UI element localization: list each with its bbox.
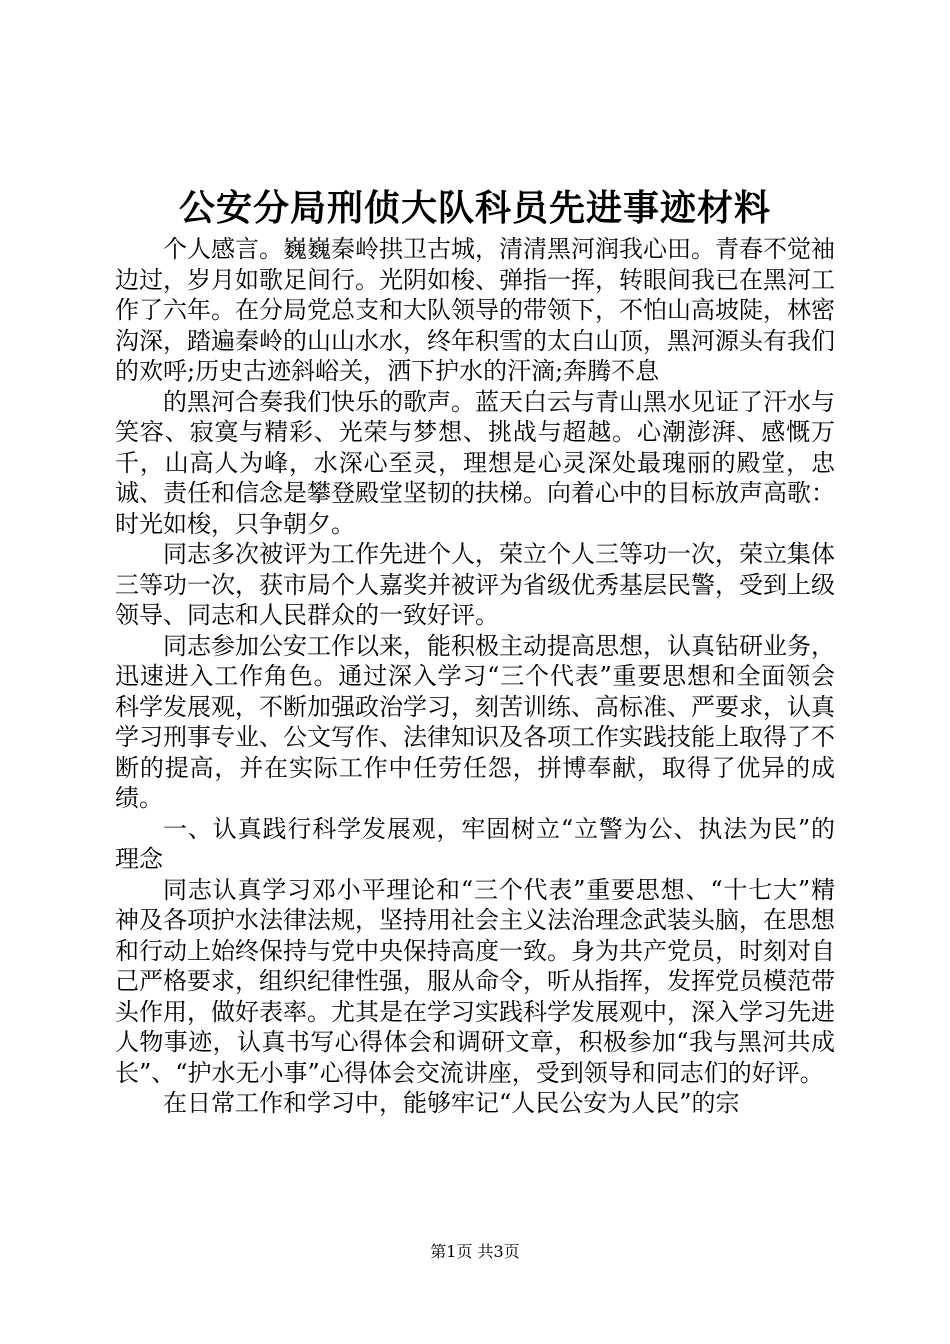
document-title: 公安分局刑侦大队科员先进事迹材料 xyxy=(178,187,771,229)
page-number: 第1页 共3页 xyxy=(430,1242,520,1261)
paragraph: 的黑河合奏我们快乐的歌声。蓝天白云与青山黑水见证了汗水与笑容、寂寞与精彩、光荣与梦想、挑战与超越。心潮澎湃、感慨万千，山高人为峰，水深心至灵，理想是心灵深处最瑰丽的殿堂，忠诚、责任和信念是攀登殿堂坚韧的扶梯。向着心中的目标放声高歌：时光如梭，只争朝夕。 xyxy=(115,387,835,538)
paragraph: 个人感言。巍巍秦岭拱卫古城，清清黑河润我心田。青春不觉袖边过，岁月如歌足间行。光阴如梭、弹指一挥，转眼间我已在黑河工作了六年。在分局党总支和大队领导的带领下，不怕山高坡陡，林密沟深，踏遍秦岭的山山水水，终年积雪的太白山顶，黑河源头有我们的欢呼;历史古迹斜峪关，洒下护水的汗滴;奔腾不息 xyxy=(115,235,835,385)
paragraph: 同志参加公安工作以来，能积极主动提高思想，认真钻研业务，迅速进入工作角色。通过深入学习“三个代表”重要思想和全面领会科学发展观，不断加强政治学习，刻苦训练、高标准、严要求，认真学习刑事专业、公文写作、法律知识及各项工作实践技能上取得了不断的提高，并在实际工作中任劳任怨，拼博奉献，取得了优异的成绩。 xyxy=(115,631,835,812)
paragraph: 同志多次被评为工作先进个人，荣立个人三等功一次，荣立集体三等功一次，获市局个人嘉奖并被评为省级优秀基层民警，受到上级领导、同志和人民群众的一致好评。 xyxy=(115,540,835,629)
page-footer xyxy=(0,1241,950,1263)
document-body xyxy=(115,234,835,1179)
section-heading: 一、认真践行科学发展观，牢固树立“立警为公、执法为民”的理念 xyxy=(115,814,835,873)
paragraph: 在日常工作和学习中，能够牢记“人民公安为人民”的宗 xyxy=(163,1089,740,1117)
paragraph: 同志认真学习邓小平理论和“三个代表”重要思想、“十七大”精神及各项护水法律法规，坚持用社会主义法治理念武装头脑，在思想和行动上始终保持与党中央保持高度一致。身为共产党员，时刻对自己严格要求，组织纪律性强，服从命令，听从指挥，发挥党员模范带头作用，做好表率。尤其是在学习实践科学发展观中，深入学习先进人物事迹，认真书写心得体会和调研文章，积极参加“我与黑河共成长”、“护水无小事”心得体会交流讲座，受到领导和同志们的好评。 xyxy=(115,875,835,1087)
